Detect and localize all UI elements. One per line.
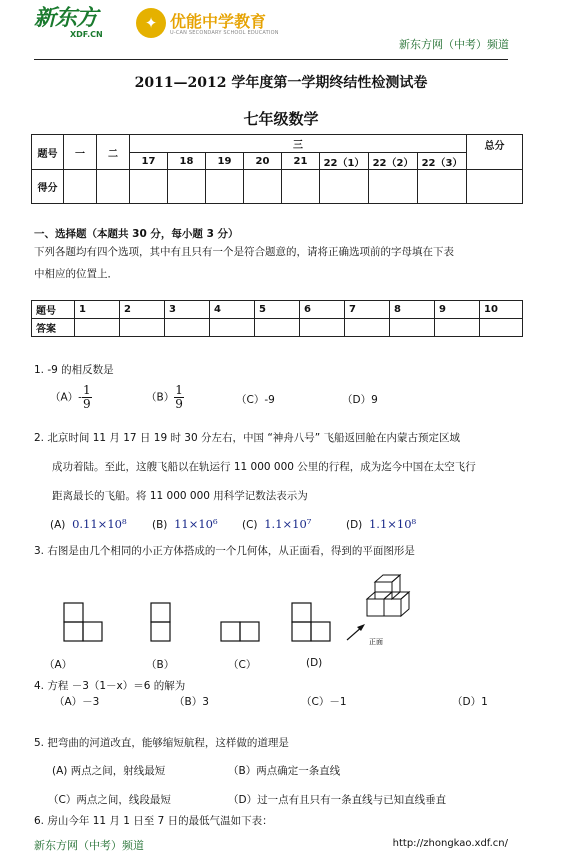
fraction-denominator: 9 bbox=[175, 397, 183, 411]
exam-subtitle: 七年级数学 bbox=[243, 110, 319, 128]
option-d-value: 1.1×10⁸ bbox=[368, 517, 417, 531]
score-cell bbox=[369, 170, 418, 204]
question-6-stem: 6. 房山今年 11 月 1 日至 7 日的最低气温如下表： bbox=[34, 815, 273, 827]
score-cell bbox=[97, 170, 130, 204]
option-c-value: 1.1×10⁷ bbox=[264, 517, 312, 531]
xdf-logo-text: 新东方 bbox=[34, 5, 98, 31]
front-label: 正面 bbox=[369, 638, 383, 646]
figure-a-shape bbox=[64, 603, 102, 641]
score-cell bbox=[206, 170, 244, 204]
score-cell bbox=[320, 170, 369, 204]
question-4-option-b: （B）3 bbox=[174, 696, 209, 708]
answer-header-num: 10 bbox=[480, 301, 523, 319]
question-1-option-d: （D）9 bbox=[342, 394, 378, 406]
figure-b-shape bbox=[151, 603, 170, 641]
option-b-label: （B） bbox=[146, 391, 175, 404]
answer-cell bbox=[345, 319, 390, 337]
figure-c-shape bbox=[221, 622, 259, 641]
score-header-label: 题号 bbox=[32, 135, 64, 170]
answer-header-num: 2 bbox=[120, 301, 165, 319]
score-header-1: 一 bbox=[64, 135, 97, 170]
question-4-option-c: （C）－1 bbox=[301, 696, 347, 708]
answer-cell bbox=[255, 319, 300, 337]
footer-url[interactable]: http://zhongkao.xdf.cn/ bbox=[392, 838, 508, 849]
score-cell bbox=[467, 170, 523, 204]
question-3-stem: 3. 右图是由几个相同的小正方体搭成的一个几何体，从正面看，得到的平面图形是 bbox=[34, 545, 415, 557]
section-instructions-2: 中相应的位置上． bbox=[34, 268, 118, 280]
figure-d-label: (D) bbox=[306, 657, 323, 669]
score-sub-22-3: 22（3） bbox=[418, 153, 467, 170]
xdf-logo-sub: XDF.CN bbox=[70, 30, 103, 39]
answer-cell bbox=[165, 319, 210, 337]
score-table bbox=[31, 134, 523, 204]
answer-header-num: 8 bbox=[390, 301, 435, 319]
option-a-label: （A）- bbox=[50, 391, 82, 404]
score-sub-18: 18 bbox=[168, 153, 206, 170]
question-1-stem: 1. -9 的相反数是 bbox=[34, 364, 114, 376]
answer-header-num: 1 bbox=[75, 301, 120, 319]
question-4-option-a: （A）－3 bbox=[54, 696, 100, 708]
ucan-logo bbox=[136, 8, 306, 42]
answer-header-num: 3 bbox=[165, 301, 210, 319]
fraction bbox=[174, 384, 184, 411]
question-5-option-b: （B）两点确定一条直线 bbox=[228, 765, 341, 777]
option-a-value: 0.11×10⁸ bbox=[72, 517, 127, 531]
fraction-denominator: 9 bbox=[82, 397, 91, 411]
option-d-label: (D) bbox=[346, 519, 363, 531]
answer-cell bbox=[480, 319, 523, 337]
score-sub-20: 20 bbox=[244, 153, 282, 170]
answer-table bbox=[31, 300, 523, 337]
question-4-stem: 4. 方程 －3（1－x）＝6 的解为 bbox=[34, 680, 186, 692]
question-4-option-d: （D）1 bbox=[452, 696, 488, 708]
figure-c-label: （C） bbox=[228, 659, 257, 671]
answer-header-num: 5 bbox=[255, 301, 300, 319]
answer-header-num: 9 bbox=[435, 301, 480, 319]
answer-header-num: 7 bbox=[345, 301, 390, 319]
section-heading: 一、选择题（本题共 30 分，每小题 3 分） bbox=[34, 228, 239, 240]
option-b-label: (B) bbox=[152, 519, 168, 531]
fraction-numerator: 1 bbox=[82, 383, 91, 397]
ucan-logo-sub: U-CAN SECONDARY SCHOOL EDUCATION bbox=[170, 30, 279, 36]
score-header-3: 三 bbox=[130, 135, 467, 153]
question-1-option-c: （C）-9 bbox=[236, 394, 275, 406]
question-1-option-a bbox=[50, 384, 92, 411]
ucan-logo-text: 优能中学教育 bbox=[170, 12, 267, 31]
score-sub-19: 19 bbox=[206, 153, 244, 170]
solid-figure bbox=[367, 575, 409, 616]
answer-cell bbox=[435, 319, 480, 337]
question-2-option-a bbox=[50, 517, 127, 531]
score-sub-17: 17 bbox=[130, 153, 168, 170]
option-c-label: (C) bbox=[242, 519, 258, 531]
question-2-option-c bbox=[242, 517, 311, 531]
answer-cell bbox=[300, 319, 345, 337]
question-3-figures bbox=[0, 560, 562, 680]
score-cell bbox=[282, 170, 320, 204]
figure-d-shape bbox=[292, 603, 330, 641]
answer-cell bbox=[210, 319, 255, 337]
question-2-line3: 距离最长的飞船。将 11 000 000 用科学记数法表示为 bbox=[52, 490, 308, 502]
question-5-option-c: （C）两点之间，线段最短 bbox=[48, 794, 171, 806]
fraction-numerator: 1 bbox=[175, 383, 183, 397]
score-header-2: 二 bbox=[97, 135, 130, 170]
score-cell bbox=[130, 170, 168, 204]
score-header-total: 总分 bbox=[467, 135, 523, 170]
score-cell bbox=[244, 170, 282, 204]
question-2-option-d bbox=[346, 517, 416, 531]
answer-row-label: 答案 bbox=[32, 319, 75, 337]
option-b-value: 11×10⁶ bbox=[174, 517, 218, 531]
figure-a-label: （A） bbox=[44, 659, 73, 671]
fraction bbox=[82, 384, 92, 411]
question-5-option-d: （D）过一点有且只有一条直线与已知直线垂直 bbox=[228, 794, 447, 806]
answer-cell bbox=[390, 319, 435, 337]
question-2-line2: 成功着陆。至此，这艘飞船以在轨运行 11 000 000 公里的行程，成为迄今中国在太空飞行 bbox=[52, 461, 476, 473]
answer-cell bbox=[75, 319, 120, 337]
xdf-logo bbox=[34, 6, 129, 44]
question-2-line1: 2. 北京时间 11 月 17 日 19 时 30 分左右，中国 “神舟八号” 飞船返回舱在内蒙古预定区域 bbox=[34, 432, 461, 444]
footer-channel[interactable]: 新东方网（中考）频道 bbox=[34, 839, 144, 852]
score-cell bbox=[418, 170, 467, 204]
answer-header-num: 4 bbox=[210, 301, 255, 319]
question-1-option-b bbox=[146, 384, 184, 411]
score-sub-22-1: 22（1） bbox=[320, 153, 369, 170]
option-a-label: (A) bbox=[50, 519, 66, 531]
channel-link[interactable]: 新东方网（中考）频道 bbox=[399, 38, 509, 51]
answer-header-label: 题号 bbox=[32, 301, 75, 319]
question-2-option-b bbox=[152, 517, 218, 531]
score-cell bbox=[64, 170, 97, 204]
question-5-stem: 5. 把弯曲的河道改直，能够缩短航程，这样做的道理是 bbox=[34, 737, 289, 749]
exam-title: 2011—2012 学年度第一学期终结性检测试卷 bbox=[134, 75, 428, 91]
header-divider bbox=[34, 59, 508, 60]
score-sub-22-2: 22（2） bbox=[369, 153, 418, 170]
answer-header-num: 6 bbox=[300, 301, 345, 319]
section-instructions-1: 下列各题均有四个选项，其中有且只有一个是符合题意的，请将正确选项前的字母填在下表 bbox=[34, 246, 454, 258]
answer-cell bbox=[120, 319, 165, 337]
figure-b-label: （B） bbox=[146, 659, 175, 671]
score-cell bbox=[168, 170, 206, 204]
question-5-option-a: (A) 两点之间，射线最短 bbox=[52, 765, 166, 777]
score-row-label: 得分 bbox=[32, 170, 64, 204]
score-sub-21: 21 bbox=[282, 153, 320, 170]
ucan-logo-icon: ✦ bbox=[136, 8, 166, 38]
